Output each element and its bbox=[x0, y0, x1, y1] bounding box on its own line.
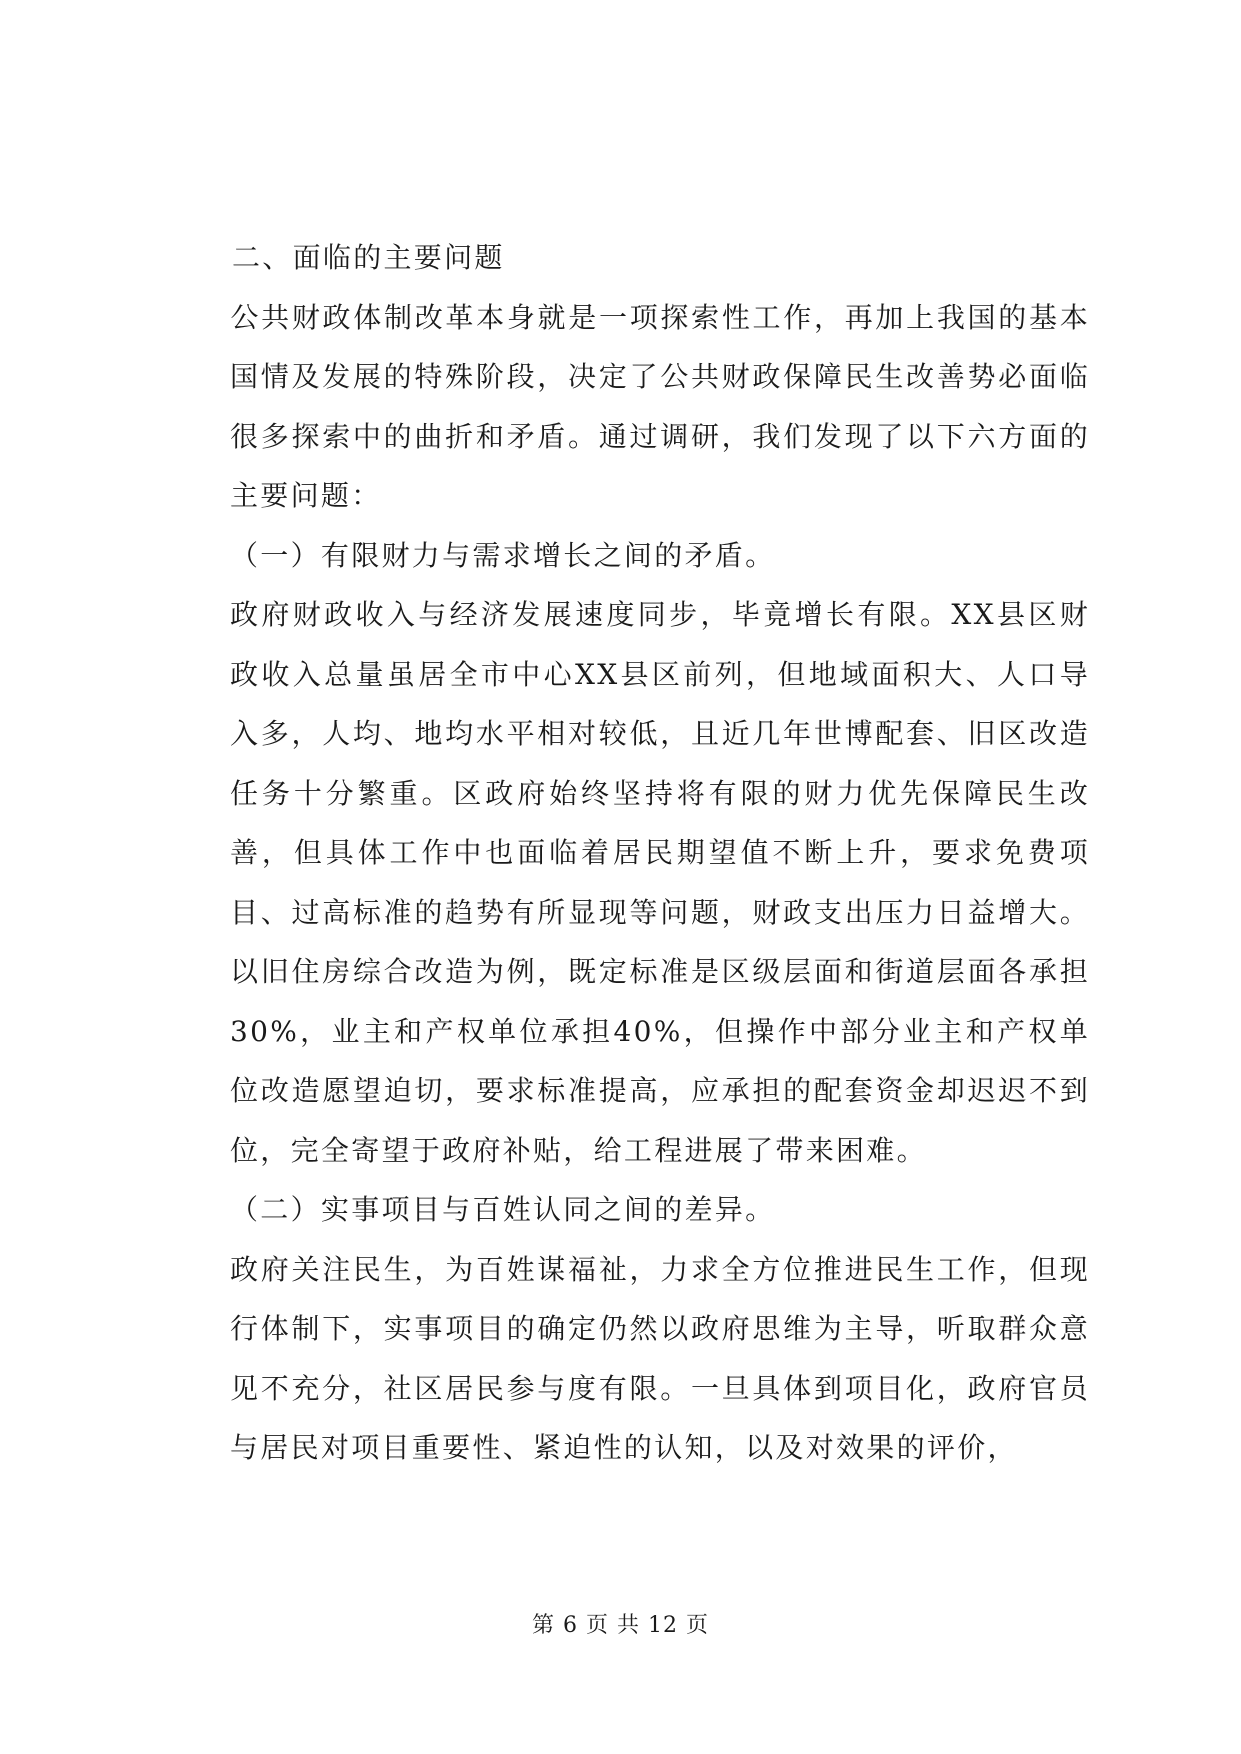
subsection-heading: （二）实事项目与百姓认同之间的差异。 bbox=[230, 1193, 776, 1226]
paragraph-text: 公共财政体制改革本身就是一项探索性工作，再加上我国的基本国情及发展的特殊阶段，决定了公共财政保障民生改善势必面临很多探索中的曲折和矛盾。通过调研，我们发现了以下六方面的主要问题： bbox=[230, 300, 1090, 512]
paragraph-text: 政府关注民生，为百姓谋福祉，力求全方位推进民生工作，但现行体制下，实事项目的确定仍然以政府思维为主导，听取群众意见不充分，社区居民参与度有限。一旦具体到项目化，政府官员与居民对项目重要性、紧迫性的认知，以及对效果的评价， bbox=[230, 1252, 1090, 1464]
document-body bbox=[230, 228, 1090, 1478]
paragraph-text: 政府财政收入与经济发展速度同步，毕竟增长有限。XX县区财政收入总量虽居全市中心XX县区前列，但地域面积大、人口导入多，人均、地均水平相对较低，且近几年世博配套、旧区改造任务十分繁重。区政府始终坚持将有限的财力优先保障民生改善，但具体工作中也面临着居民期望值不断上升，要求免费项目、过高标准的趋势有所显现等问题，财政支出压力日益增大。以旧住房综合改造为例，既定标准是区级层面和街道层面各承担30%，业主和产权单位承担40%，但操作中部分业主和产权单位改造愿望迫切，要求标准提高，应承担的配套资金却迟迟不到位，完全寄望于政府补贴，给工程进展了带来困难。 bbox=[230, 598, 1090, 1167]
paragraph bbox=[230, 1240, 1090, 1478]
subsection-heading: （一）有限财力与需求增长之间的矛盾。 bbox=[230, 538, 776, 572]
page-footer: 第 6 页 共 12 页 bbox=[532, 1613, 709, 1638]
paragraph bbox=[230, 585, 1090, 1180]
section-heading: 二、面临的主要问题 bbox=[232, 241, 505, 274]
paragraph bbox=[230, 288, 1090, 526]
